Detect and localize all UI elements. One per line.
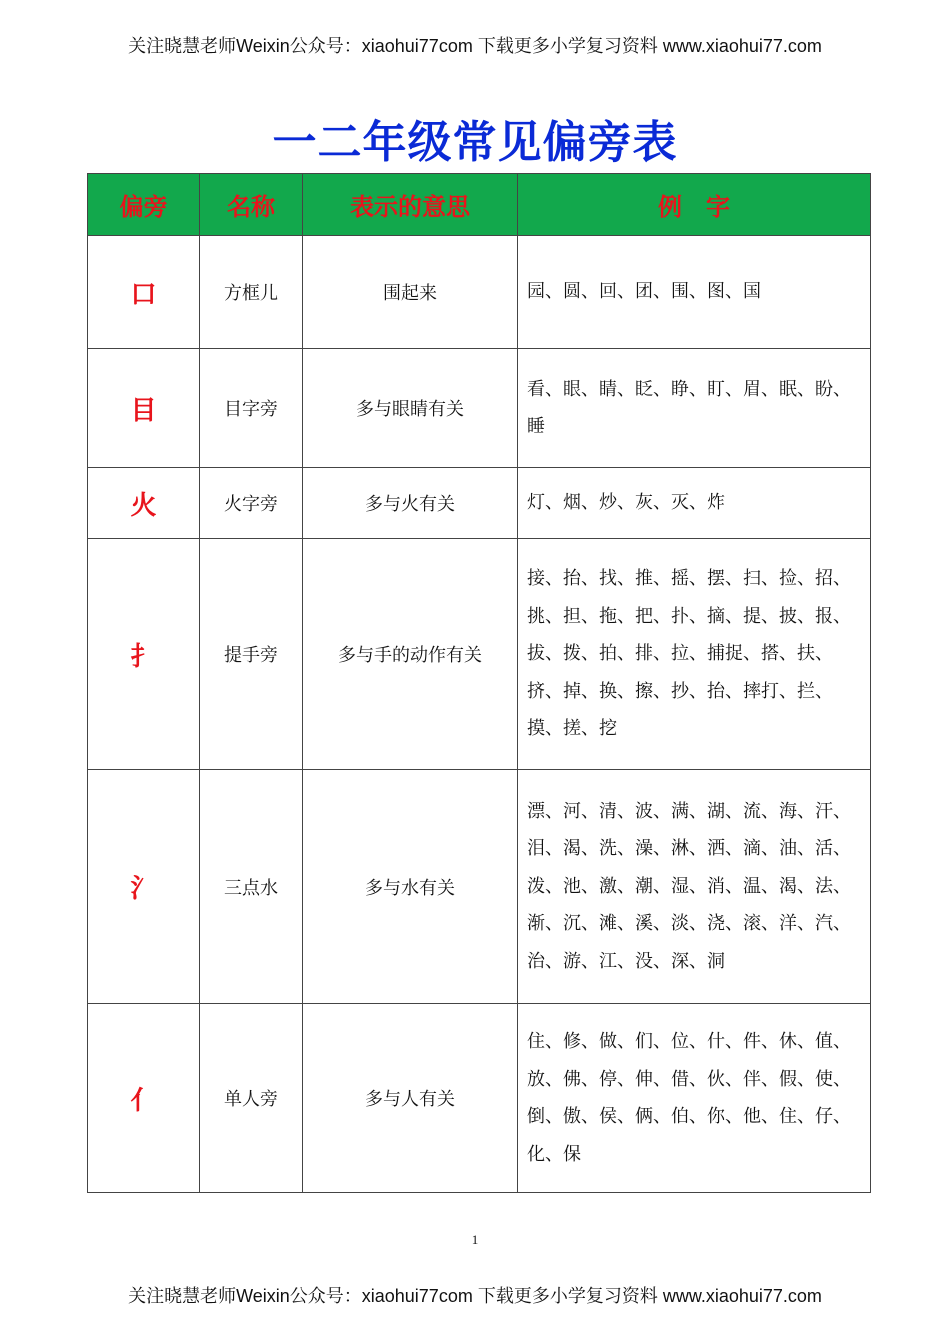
meaning-cell: 多与火有关	[303, 468, 518, 539]
radical-name-cell: 提手旁	[200, 539, 303, 770]
header-radical: 偏旁	[88, 174, 200, 236]
radical-cell: 口	[88, 236, 200, 349]
radical-name-cell: 目字旁	[200, 349, 303, 468]
examples-cell: 漂、河、清、波、满、湖、流、海、汗、泪、渴、洗、澡、淋、洒、滴、油、活、泼、池、激、潮、湿、消、温、渴、法、渐、沉、滩、溪、淡、浇、滚、洋、汽、治、游、江、没、深、洞	[518, 770, 871, 1004]
radical-name-cell: 单人旁	[200, 1004, 303, 1193]
radical-name-cell: 方框儿	[200, 236, 303, 349]
header-banner: 关注晓慧老师Weixin公众号：xiaohui77com 下载更多小学复习资料 www.xiaohui77.com	[128, 36, 822, 56]
page-number: 1	[471, 1232, 479, 1247]
meaning-cell: 多与手的动作有关	[303, 539, 518, 770]
footer-banner: 关注晓慧老师Weixin公众号：xiaohui77com 下载更多小学复习资料 www.xiaohui77.com	[128, 1286, 822, 1306]
radical-cell: 扌	[88, 539, 200, 770]
radical-name-cell: 三点水	[200, 770, 303, 1004]
meaning-cell: 围起来	[303, 236, 518, 349]
examples-cell: 灯、烟、炒、灰、灭、炸	[518, 468, 871, 539]
radical-cell: 亻	[88, 1004, 200, 1193]
table-header-row	[88, 174, 871, 236]
table-row	[88, 468, 871, 539]
examples-cell: 接、抬、找、推、摇、摆、扫、捡、招、挑、担、拖、把、扑、摘、提、披、报、拔、拨、拍、排、拉、捕捉、搭、扶、挤、掉、换、擦、抄、抬、摔打、拦、摸、搓、挖	[518, 539, 871, 770]
header-examples: 例 字	[518, 174, 871, 236]
meaning-cell: 多与水有关	[303, 770, 518, 1004]
header-name: 名称	[200, 174, 303, 236]
table-row	[88, 349, 871, 468]
meaning-cell: 多与眼睛有关	[303, 349, 518, 468]
table-row	[88, 1004, 871, 1193]
meaning-cell: 多与人有关	[303, 1004, 518, 1193]
examples-cell: 住、修、做、们、位、什、件、休、值、放、佛、停、伸、借、伙、伴、假、使、倒、傲、侯、俩、伯、你、他、住、仔、化、保	[518, 1004, 871, 1193]
table-row	[88, 539, 871, 770]
radical-cell: 氵	[88, 770, 200, 1004]
header-meaning: 表示的意思	[303, 174, 518, 236]
examples-cell: 看、眼、睛、眨、睁、盯、眉、眠、盼、睡	[518, 349, 871, 468]
radicals-table	[87, 173, 871, 1193]
table-row	[88, 770, 871, 1004]
radical-cell: 目	[88, 349, 200, 468]
page-title: 一二年级常见偏旁表	[272, 117, 678, 168]
table-row	[88, 236, 871, 349]
radical-cell: 火	[88, 468, 200, 539]
examples-cell: 园、圆、回、团、围、图、国	[518, 236, 871, 349]
radical-name-cell: 火字旁	[200, 468, 303, 539]
